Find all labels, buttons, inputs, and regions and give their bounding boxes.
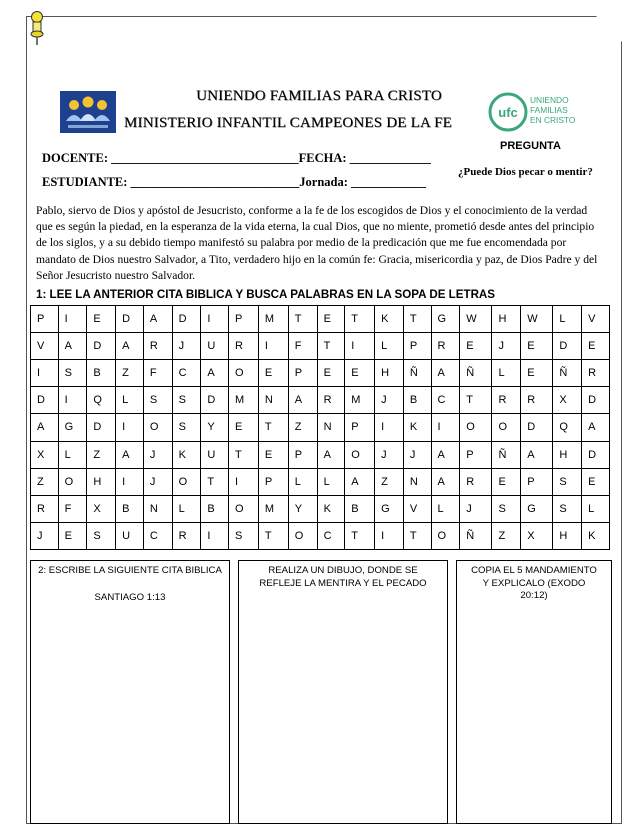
word-search-cell[interactable]: M <box>258 306 288 333</box>
word-search-cell[interactable]: Ñ <box>492 441 521 468</box>
word-search-cell[interactable]: K <box>317 495 345 522</box>
word-search-cell[interactable]: K <box>582 522 610 549</box>
word-search-row <box>31 333 610 360</box>
word-search-cell[interactable]: X <box>521 522 553 549</box>
word-search-cell[interactable]: R <box>492 387 521 414</box>
word-search-cell[interactable]: H <box>553 522 582 549</box>
word-search-cell[interactable]: R <box>143 333 172 360</box>
word-search-cell[interactable]: A <box>31 414 59 441</box>
word-search-cell[interactable]: L <box>431 495 460 522</box>
word-search-cell[interactable]: A <box>288 387 317 414</box>
word-search-cell[interactable]: E <box>521 333 553 360</box>
word-search-cell[interactable]: Ñ <box>553 360 582 387</box>
word-search-cell[interactable]: E <box>258 360 288 387</box>
estudiante-jornada-line: ESTUDIANTE: ___________________________Jornada: ____________ <box>42 175 427 189</box>
word-search-cell[interactable]: R <box>582 360 610 387</box>
word-search-cell[interactable]: E <box>258 441 288 468</box>
exercise-2-box <box>30 560 230 824</box>
word-search-cell[interactable]: L <box>582 495 610 522</box>
word-search-row <box>31 306 610 333</box>
exercise-3-box <box>238 560 448 824</box>
word-search-cell[interactable]: O <box>228 360 258 387</box>
word-search-cell[interactable]: T <box>345 522 375 549</box>
word-search-cell[interactable]: Q <box>553 414 582 441</box>
word-search-cell[interactable]: D <box>582 387 610 414</box>
word-search-cell[interactable]: E <box>87 306 116 333</box>
word-search-cell[interactable]: E <box>317 306 345 333</box>
word-search-cell[interactable]: G <box>375 495 404 522</box>
word-search-cell[interactable]: F <box>143 360 172 387</box>
word-search-cell[interactable]: I <box>345 333 375 360</box>
word-search-row <box>31 360 610 387</box>
word-search-cell[interactable]: I <box>58 387 87 414</box>
word-search-cell[interactable]: E <box>58 522 87 549</box>
word-search-cell[interactable]: R <box>172 522 201 549</box>
word-search-cell[interactable]: F <box>58 495 87 522</box>
word-search-cell[interactable]: J <box>375 387 404 414</box>
word-search-cell[interactable]: Y <box>201 414 229 441</box>
word-search-cell[interactable]: I <box>375 414 404 441</box>
pregunta-question: ¿Puede Dios pecar o mentir? <box>458 166 593 178</box>
word-search-cell[interactable]: I <box>258 333 288 360</box>
word-search-cell[interactable]: P <box>228 306 258 333</box>
word-search-row <box>31 495 610 522</box>
word-search-cell[interactable]: S <box>58 360 87 387</box>
word-search-cell[interactable]: S <box>172 414 201 441</box>
exercise-4-title: COPIA EL 5 MANDAMIENTO Y EXPLICALO (EXODO 20:12) <box>471 565 597 601</box>
word-search-cell[interactable]: H <box>553 441 582 468</box>
docente-fecha-line: DOCENTE: ______________________________FECHA: _____________ <box>42 151 431 165</box>
word-search-cell[interactable]: I <box>116 414 144 441</box>
exercise-4-box <box>456 560 612 824</box>
word-search-cell[interactable]: L <box>375 333 404 360</box>
word-search-cell[interactable]: P <box>521 468 553 495</box>
word-search-cell[interactable]: Y <box>288 495 317 522</box>
word-search-cell[interactable]: Z <box>87 441 116 468</box>
word-search-cell[interactable]: X <box>87 495 116 522</box>
word-search-cell[interactable]: B <box>116 495 144 522</box>
word-search-cell[interactable]: E <box>582 333 610 360</box>
word-search-cell[interactable]: V <box>582 306 610 333</box>
word-search-cell[interactable]: O <box>58 468 87 495</box>
exercise-3-title: REALIZA UN DIBUJO, DONDE SE REFLEJE LA MENTIRA Y EL PECADO <box>259 565 427 589</box>
word-search-cell[interactable]: A <box>116 441 144 468</box>
word-search-cell[interactable]: C <box>431 387 460 414</box>
word-search-cell[interactable]: Ñ <box>460 360 492 387</box>
exercise-1-instruction: 1: LEE LA ANTERIOR CITA BIBLICA Y BUSCA PALABRAS EN LA SOPA DE LETRAS <box>36 288 496 301</box>
word-search-cell[interactable]: A <box>521 441 553 468</box>
word-search-cell[interactable]: R <box>460 468 492 495</box>
word-search-row <box>31 414 610 441</box>
word-search-cell[interactable]: P <box>288 360 317 387</box>
word-search-cell[interactable]: O <box>172 468 201 495</box>
word-search-cell[interactable]: P <box>258 468 288 495</box>
word-search-cell[interactable]: D <box>201 387 229 414</box>
word-search-cell[interactable]: A <box>201 360 229 387</box>
word-search-cell[interactable]: C <box>317 522 345 549</box>
word-search-cell[interactable]: O <box>228 495 258 522</box>
word-search-cell[interactable]: T <box>460 387 492 414</box>
word-search-cell[interactable]: T <box>258 522 288 549</box>
word-search-cell[interactable]: J <box>172 333 201 360</box>
word-search-cell[interactable]: M <box>345 387 375 414</box>
word-search-cell[interactable]: P <box>460 441 492 468</box>
word-search-cell[interactable]: O <box>431 522 460 549</box>
word-search-cell[interactable]: A <box>431 441 460 468</box>
word-search-cell[interactable]: L <box>288 468 317 495</box>
word-search-cell[interactable]: W <box>460 306 492 333</box>
word-search-cell[interactable]: J <box>403 441 431 468</box>
word-search-cell[interactable]: R <box>228 333 258 360</box>
word-search-cell[interactable]: D <box>31 387 59 414</box>
word-search-cell[interactable]: R <box>521 387 553 414</box>
word-search-cell[interactable]: P <box>403 333 431 360</box>
word-search-cell[interactable]: L <box>116 387 144 414</box>
word-search-cell[interactable]: T <box>228 441 258 468</box>
word-search-cell[interactable]: S <box>87 522 116 549</box>
word-search-cell[interactable]: X <box>31 441 59 468</box>
word-search-cell[interactable]: R <box>31 495 59 522</box>
word-search-cell[interactable]: N <box>317 414 345 441</box>
word-search-cell[interactable]: P <box>288 441 317 468</box>
word-search-cell[interactable]: A <box>143 306 172 333</box>
word-search-cell[interactable]: B <box>201 495 229 522</box>
title-ministry: MINISTERIO INFANTIL CAMPEONES DE LA FE <box>124 115 453 131</box>
word-search-cell[interactable]: S <box>143 387 172 414</box>
word-search-cell[interactable]: A <box>431 468 460 495</box>
word-search-cell[interactable]: L <box>58 441 87 468</box>
word-search-cell[interactable]: A <box>582 414 610 441</box>
word-search-cell[interactable]: U <box>116 522 144 549</box>
word-search-cell[interactable]: Z <box>288 414 317 441</box>
word-search-cell[interactable]: S <box>553 495 582 522</box>
word-search-cell[interactable]: N <box>143 495 172 522</box>
word-search-cell[interactable]: N <box>258 387 288 414</box>
word-search-cell[interactable]: G <box>58 414 87 441</box>
word-search-cell[interactable]: C <box>143 522 172 549</box>
word-search-cell[interactable]: E <box>317 360 345 387</box>
word-search-cell[interactable]: Z <box>375 468 404 495</box>
word-search-cell[interactable]: I <box>201 522 229 549</box>
word-search-cell[interactable]: I <box>375 522 404 549</box>
word-search-cell[interactable]: M <box>228 387 258 414</box>
word-search-cell[interactable]: O <box>460 414 492 441</box>
word-search-cell[interactable]: H <box>375 360 404 387</box>
word-search-cell[interactable]: T <box>403 522 431 549</box>
word-search-cell[interactable]: K <box>172 441 201 468</box>
word-search-row <box>31 468 610 495</box>
word-search-cell[interactable]: Z <box>492 522 521 549</box>
bible-passage: Pablo, siervo de Dios y apóstol de Jesucristo, conforme a la fe de los escogidos de Dios y el conocimiento de la verdad que es según la piedad, en la esperanza de la vida eterna, la cual Dios, que no miente, prometió desde antes del principio de los siglos, y a su debido tiempo manifestó su palabra por medio de la predicación que me fue encomendada por mandato de Dios nuestro Salvador, a Tito, verdadero hijo en la común fe: Gracia, misericordia y paz, de Dios Padre y del Señor Jesucristo nuestro Salvador. <box>36 204 598 282</box>
word-search-cell[interactable]: O <box>345 441 375 468</box>
word-search-cell[interactable]: P <box>31 306 59 333</box>
pushpin-icon <box>28 10 46 46</box>
word-search-cell[interactable]: J <box>143 468 172 495</box>
word-search-cell[interactable]: E <box>345 360 375 387</box>
word-search-cell[interactable]: Z <box>31 468 59 495</box>
word-search-cell[interactable]: O <box>492 414 521 441</box>
word-search-cell[interactable]: L <box>172 495 201 522</box>
word-search-cell[interactable]: G <box>431 306 460 333</box>
word-search-cell[interactable]: K <box>403 414 431 441</box>
word-search-cell[interactable]: S <box>492 495 521 522</box>
logo-text-line: EN CRISTO <box>530 115 576 125</box>
word-search-cell[interactable]: V <box>403 495 431 522</box>
word-search-cell[interactable]: T <box>403 306 431 333</box>
word-search-cell[interactable]: M <box>258 495 288 522</box>
word-search-cell[interactable]: A <box>317 441 345 468</box>
word-search-cell[interactable]: L <box>553 306 582 333</box>
word-search-cell[interactable]: V <box>31 333 59 360</box>
word-search-cell[interactable]: Q <box>87 387 116 414</box>
word-search-cell[interactable]: D <box>87 414 116 441</box>
word-search-cell[interactable]: Ñ <box>460 522 492 549</box>
word-search-cell[interactable]: R <box>431 333 460 360</box>
word-search-cell[interactable]: L <box>492 360 521 387</box>
word-search-cell[interactable]: E <box>521 360 553 387</box>
pregunta-label: PREGUNTA <box>500 140 561 152</box>
word-search-cell[interactable]: D <box>87 333 116 360</box>
word-search-cell[interactable]: N <box>403 468 431 495</box>
word-search-row <box>31 522 610 549</box>
word-search-cell[interactable]: J <box>143 441 172 468</box>
word-search-cell[interactable]: D <box>172 306 201 333</box>
word-search-cell[interactable]: B <box>87 360 116 387</box>
word-search-cell[interactable]: I <box>431 414 460 441</box>
word-search-cell[interactable]: S <box>228 522 258 549</box>
word-search-cell[interactable]: W <box>521 306 553 333</box>
word-search-cell[interactable]: D <box>521 414 553 441</box>
word-search-cell[interactable]: D <box>582 441 610 468</box>
word-search-cell[interactable]: T <box>258 414 288 441</box>
word-search-cell[interactable]: H <box>492 306 521 333</box>
word-search-cell[interactable]: B <box>345 495 375 522</box>
logo-text-line: UNIENDO <box>530 95 569 105</box>
word-search-cell[interactable]: S <box>553 468 582 495</box>
word-search-cell[interactable]: T <box>201 468 229 495</box>
word-search-cell[interactable]: J <box>492 333 521 360</box>
word-search-cell[interactable]: U <box>201 333 229 360</box>
word-search-cell[interactable]: E <box>460 333 492 360</box>
word-search-cell[interactable]: C <box>172 360 201 387</box>
word-search-cell[interactable]: P <box>345 414 375 441</box>
word-search-cell[interactable]: J <box>460 495 492 522</box>
word-search-cell[interactable]: D <box>553 333 582 360</box>
title-organization: UNIENDO FAMILIAS PARA CRISTO <box>196 88 442 104</box>
word-search-cell[interactable]: D <box>116 306 144 333</box>
word-search-cell[interactable]: I <box>116 468 144 495</box>
word-search-cell[interactable]: A <box>345 468 375 495</box>
word-search-cell[interactable]: E <box>582 468 610 495</box>
word-search-cell[interactable]: Ñ <box>403 360 431 387</box>
word-search-row <box>31 387 610 414</box>
svg-text:ufc: ufc <box>498 105 518 120</box>
word-search-grid <box>30 305 610 550</box>
word-search-cell[interactable]: E <box>492 468 521 495</box>
word-search-cell[interactable]: G <box>521 495 553 522</box>
word-search-cell[interactable]: I <box>201 306 229 333</box>
word-search-cell[interactable]: S <box>172 387 201 414</box>
word-search-row <box>31 441 610 468</box>
word-search-cell[interactable]: F <box>288 333 317 360</box>
word-search-cell[interactable]: B <box>403 387 431 414</box>
word-search-cell[interactable]: A <box>116 333 144 360</box>
exercise-2-reference: SANTIAGO 1:13 <box>94 591 166 603</box>
word-search-cell[interactable]: I <box>58 306 87 333</box>
word-search-cell[interactable]: A <box>58 333 87 360</box>
word-search-cell[interactable]: I <box>228 468 258 495</box>
word-search-cell[interactable]: T <box>288 306 317 333</box>
word-search-cell[interactable]: T <box>317 333 345 360</box>
word-search-cell[interactable]: I <box>31 360 59 387</box>
word-search-cell[interactable]: J <box>375 441 404 468</box>
word-search-cell[interactable]: R <box>317 387 345 414</box>
logo-text-line: FAMILIAS <box>530 105 568 115</box>
word-search-cell[interactable]: O <box>143 414 172 441</box>
word-search-cell[interactable]: Z <box>116 360 144 387</box>
word-search-cell[interactable]: X <box>553 387 582 414</box>
word-search-cell[interactable]: O <box>288 522 317 549</box>
page-fold <box>596 16 622 42</box>
word-search-cell[interactable]: U <box>201 441 229 468</box>
word-search-cell[interactable]: H <box>87 468 116 495</box>
word-search-cell[interactable]: K <box>375 306 404 333</box>
word-search-cell[interactable]: A <box>431 360 460 387</box>
exercise-2-title: 2: ESCRIBE LA SIGUIENTE CITA BIBLICA <box>38 565 222 576</box>
word-search-cell[interactable]: T <box>345 306 375 333</box>
word-search-cell[interactable]: L <box>317 468 345 495</box>
word-search-cell[interactable]: E <box>228 414 258 441</box>
word-search-cell[interactable]: J <box>31 522 59 549</box>
